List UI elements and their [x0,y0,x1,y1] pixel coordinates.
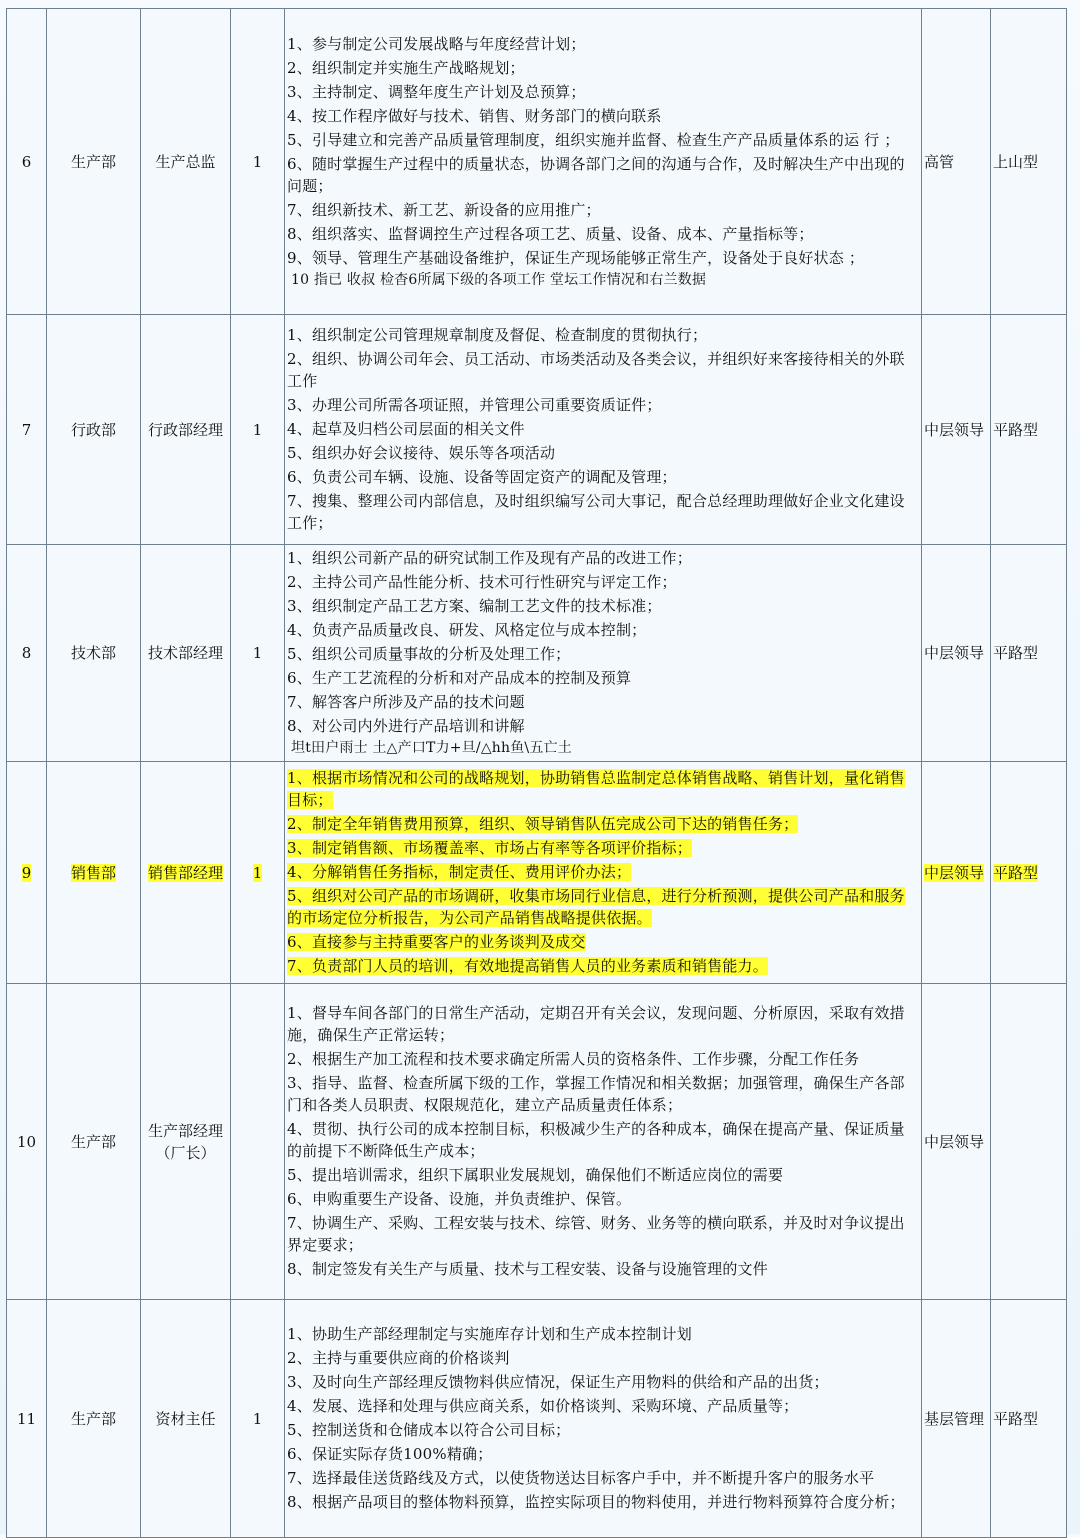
position-cell-text: 资材主任 [155,1409,216,1428]
duty-text: 5、组织对公司产品的市场调研，收集市场同行业信息，进行分析预测，提供公司产品和服务的市场定位分析报告，为公司产品销售战略提供依据。 [287,886,905,927]
duty-text: 4、负责产品质量改良、研发、风格定位与成本控制； [287,621,647,639]
position-cell-text: 生产总监 [155,152,216,171]
row-number-cell [7,762,47,984]
duty-text: 10 指已 收叔 检杳6所属下级的各项工作 堂坛工作情况和右兰数据 [291,271,707,288]
row-number-cell-text: 7 [21,420,32,439]
row-number-cell-text: 8 [21,644,32,662]
career-type-cell-text: 平路型 [993,420,1039,439]
row-number-cell [7,9,47,315]
career-type-cell [991,984,1067,1300]
duty-text: 8、组织落实、监督调控生产过程各项工艺、质量、设备、成本、产量指标等； [287,224,814,243]
headcount-cell [231,545,285,762]
duty-item [287,643,915,665]
duty-text: 7、搜集、整理公司内部信息，及时组织编写公司大事记，配合总经理助理做好企业文化建设工作； [287,491,905,532]
duty-item [287,571,915,593]
level-cell-text: 基层管理 [924,1409,985,1428]
duty-item [287,271,915,289]
duty-text: 7、解答客户所涉及产品的技术问题 [287,693,525,711]
duty-text: 2、根据生产加工流程和技术要求确定所需人员的资格条件、工作步骤，分配工作任务 [287,1049,860,1068]
duty-text: 3、办理公司所需各项证照，并管理公司重要资质证件； [287,395,662,414]
duty-item [287,1164,915,1186]
duties-cell [285,762,922,984]
duty-item [287,466,915,488]
duty-item [287,1072,915,1116]
department-cell [47,762,141,984]
level-cell-text: 中层领导 [924,420,985,439]
duty-text: 4、贯彻、执行公司的成本控制目标，积极减少生产的各种成本，确保在提高产量、保证质量的前提下不断降低生产成本； [287,1119,905,1160]
position-cell-text: 技术部经理 [147,644,223,662]
duty-item [287,885,915,929]
duty-item [287,547,915,569]
duty-text: 5、组织办好会议接待、娱乐等各项活动 [287,443,556,462]
table-body [7,9,1067,1538]
duty-item [287,1395,915,1417]
headcount-cell-text: 1 [252,420,263,439]
department-cell-text: 行政部 [70,420,116,439]
duty-text: 3、及时向生产部经理反馈物料供应情况，保证生产用物料的供给和产品的出货； [287,1372,829,1391]
row-number-cell-text: 10 [16,1132,37,1151]
duty-text: 5、组织公司质量事故的分析及处理工作； [287,645,571,663]
duty-text: 7、选择最佳送货路线及方式，以使货物送达目标客户手中，并不断提升客户的服务水平 [287,1468,875,1487]
headcount-cell-text: 1 [252,1409,263,1428]
duty-item [287,691,915,713]
duty-text: 4、起草及归档公司层面的相关文件 [287,419,525,438]
duties-cell [285,315,922,545]
duty-text: 1、参与制定公司发展战略与年度经营计划； [287,34,586,53]
headcount-cell [231,9,285,315]
duty-item [287,105,915,127]
duty-text: 6、保证实际存货100%精确； [287,1444,493,1463]
table-row [7,545,1067,762]
duty-text: 3、指导、监督、检查所属下级的工作，掌握工作情况和相关数据；加强管理，确保生产各部门和各类人员职责、权限规范化，建立产品质量责任体系； [287,1073,905,1114]
position-cell [141,762,231,984]
department-cell [47,984,141,1300]
department-cell [47,315,141,545]
duty-text: 4、发展、选择和处理与供应商关系，如价格谈判、采购环境、产品质量等； [287,1396,799,1415]
position-cell [141,545,231,762]
duty-item [287,1212,915,1256]
duty-item [287,418,915,440]
duty-text: 6、负责公司车辆、设施、设备等固定资产的调配及管理； [287,467,677,486]
duties-cell [285,1300,922,1538]
duty-text: 4、分解销售任务指标，制定责任、费用评价办法； [287,862,632,881]
duty-text: 6、申购重要生产设备、设施，并负责维护、保管。 [287,1189,632,1208]
duty-text: 1、组织公司新产品的研究试制工作及现有产品的改进工作； [287,549,692,567]
headcount-cell [231,984,285,1300]
duty-text: 7、协调生产、采购、工程安装与技术、综管、财务、业务等的横向联系，并及时对争议提出界定要求； [287,1213,905,1254]
duty-item [287,619,915,641]
duty-item [287,490,915,534]
duty-item [287,1048,915,1070]
table-row [7,762,1067,984]
duty-item [287,247,915,269]
duties-cell [285,984,922,1300]
duty-text: 2、主持公司产品性能分析、技术可行性研究与评定工作； [287,573,677,591]
headcount-cell [231,1300,285,1538]
level-cell-text: 中层领导 [924,863,985,882]
duty-item [287,394,915,416]
duty-text: 9、领导、管理生产基础设备维护，保证生产现场能够正常生产，设备处于良好状态 ； [287,248,865,267]
career-type-cell [991,9,1067,315]
level-cell [922,315,991,545]
duty-item [287,1443,915,1465]
duty-item [287,837,915,859]
duty-item [287,442,915,464]
department-cell-text: 生产部 [70,152,116,171]
duties-cell [285,545,922,762]
row-number-cell-text: 11 [16,1409,37,1428]
duty-text: 1、组织制定公司管理规章制度及督促、检查制度的贯彻执行； [287,325,708,344]
duty-item [287,931,915,953]
position-cell [141,984,231,1300]
level-cell-text: 中层领导 [924,644,985,662]
career-type-cell-text: 平路型 [993,644,1039,662]
duty-item [287,81,915,103]
career-type-cell-text: 平路型 [993,1409,1039,1428]
level-cell [922,545,991,762]
duty-item [287,1491,915,1513]
department-cell-text: 生产部 [70,1409,116,1428]
career-type-cell [991,315,1067,545]
duty-text: 2、制定全年销售费用预算，组织、领导销售队伍完成公司下达的销售任务； [287,814,799,833]
duty-text: 7、负责部门人员的培训，有效地提高销售人员的业务素质和销售能力。 [287,956,768,975]
level-cell [922,984,991,1300]
department-cell-text: 生产部 [70,1132,116,1151]
duty-text: 1、协助生产部经理制定与实施库存计划和生产成本控制计划 [287,1324,692,1343]
headcount-cell [231,762,285,984]
headcount-cell-text: 1 [252,644,263,662]
row-number-cell-text: 9 [21,863,32,882]
duty-item [287,1467,915,1489]
duty-text: 5、提出培训需求，组织下属职业发展规划，确保他们不断适应岗位的需要 [287,1165,784,1184]
duty-item [287,348,915,392]
duty-text: 2、组织、协调公司年会、员工活动、市场类活动及各类会议，并组织好来客接待相关的外联工作 [287,349,905,390]
level-cell [922,762,991,984]
duty-text: 6、随时掌握生产过程中的质量状态，协调各部门之间的沟通与合作，及时解决生产中出现的问题； [287,154,905,195]
duty-text: 3、组织制定产品工艺方案、编制工艺文件的技术标准； [287,597,662,615]
row-number-cell [7,1300,47,1538]
row-number-cell-text: 6 [21,152,32,171]
duty-item [287,767,915,811]
duty-text: 1、根据市场情况和公司的战略规划，协助销售总监制定总体销售战略、销售计划，量化销售目标； [287,768,905,809]
table-row [7,1300,1067,1538]
duty-item [287,1258,915,1280]
row-number-cell [7,315,47,545]
career-type-cell-text: 上山型 [993,152,1039,171]
level-cell-text: 中层领导 [924,1132,985,1151]
duty-text: 6、直接参与主持重要客户的业务谈判及成交 [287,932,586,951]
duty-item [287,715,915,737]
career-type-cell [991,762,1067,984]
department-cell [47,545,141,762]
career-type-cell [991,1300,1067,1538]
position-cell [141,315,231,545]
duty-item [287,199,915,221]
duty-item [287,129,915,151]
duty-item [287,1002,915,1046]
table-row [7,9,1067,315]
duty-text: 2、主持与重要供应商的价格谈判 [287,1348,510,1367]
duty-item [287,595,915,617]
duty-text: 8、制定签发有关生产与质量、技术与工程安装、设备与设施管理的文件 [287,1259,768,1278]
duty-text: 1、督导车间各部门的日常生产活动，定期召开有关会议，发现问题、分析原因，采取有效措施，确保生产正常运转； [287,1003,905,1044]
duty-item [287,1323,915,1345]
headcount-cell [231,315,285,545]
headcount-cell-text: 1 [252,152,263,171]
duty-text: 5、控制送货和仓储成本以符合公司目标； [287,1420,571,1439]
position-cell [141,9,231,315]
duty-text: 8、根据产品项目的整体物料预算，监控实际项目的物料使用，并进行物料预算符合度分析； [287,1492,905,1511]
duty-item [287,667,915,689]
duty-item [287,1188,915,1210]
duty-item [287,57,915,79]
duty-text: 5、引导建立和完善产品质量管理制度，组织实施并监督、检查生产产品质量体系的运 行 ； [287,130,900,149]
headcount-cell-text: 1 [252,863,263,882]
duty-item [287,33,915,55]
duty-text: 坦t田户雨士 土△产口T力+旦/△hh鱼\五亡土 [291,740,572,756]
duty-item [287,223,915,245]
duties-cell [285,9,922,315]
job-duties-table [6,8,1067,1538]
duty-item [287,861,915,883]
position-cell-text: 销售部经理 [147,863,223,882]
level-cell [922,9,991,315]
duty-text: 2、组织制定并实施生产战略规划； [287,58,525,77]
table-row [7,315,1067,545]
duty-text: 6、生产工艺流程的分析和对产品成本的控制及预算 [287,669,632,687]
duty-text: 7、组织新技术、新工艺、新设备的应用推广； [287,200,601,219]
duty-item [287,813,915,835]
duty-item [287,1419,915,1441]
duty-text: 8、对公司内外进行产品培训和讲解 [287,717,525,735]
career-type-cell [991,545,1067,762]
department-cell-text: 技术部 [70,644,116,662]
duty-item [287,1347,915,1369]
level-cell-text: 高管 [924,152,955,171]
duty-item [287,955,915,977]
table-row [7,984,1067,1300]
career-type-cell-text: 平路型 [993,863,1039,882]
department-cell [47,1300,141,1538]
duty-item [287,1371,915,1393]
duty-item [287,324,915,346]
row-number-cell [7,545,47,762]
duty-item [287,739,915,757]
duty-text: 3、主持制定、调整年度生产计划及总预算； [287,82,586,101]
level-cell [922,1300,991,1538]
row-number-cell [7,984,47,1300]
department-cell [47,9,141,315]
position-cell-text: 生产部经理（厂长） [147,1121,223,1162]
duty-item [287,1118,915,1162]
duty-item [287,153,915,197]
position-cell [141,1300,231,1538]
duty-text: 4、按工作程序做好与技术、销售、财务部门的横向联系 [287,106,662,125]
duty-text: 3、制定销售额、市场覆盖率、市场占有率等各项评价指标； [287,838,692,857]
position-cell-text: 行政部经理 [147,420,223,439]
department-cell-text: 销售部 [70,863,116,882]
